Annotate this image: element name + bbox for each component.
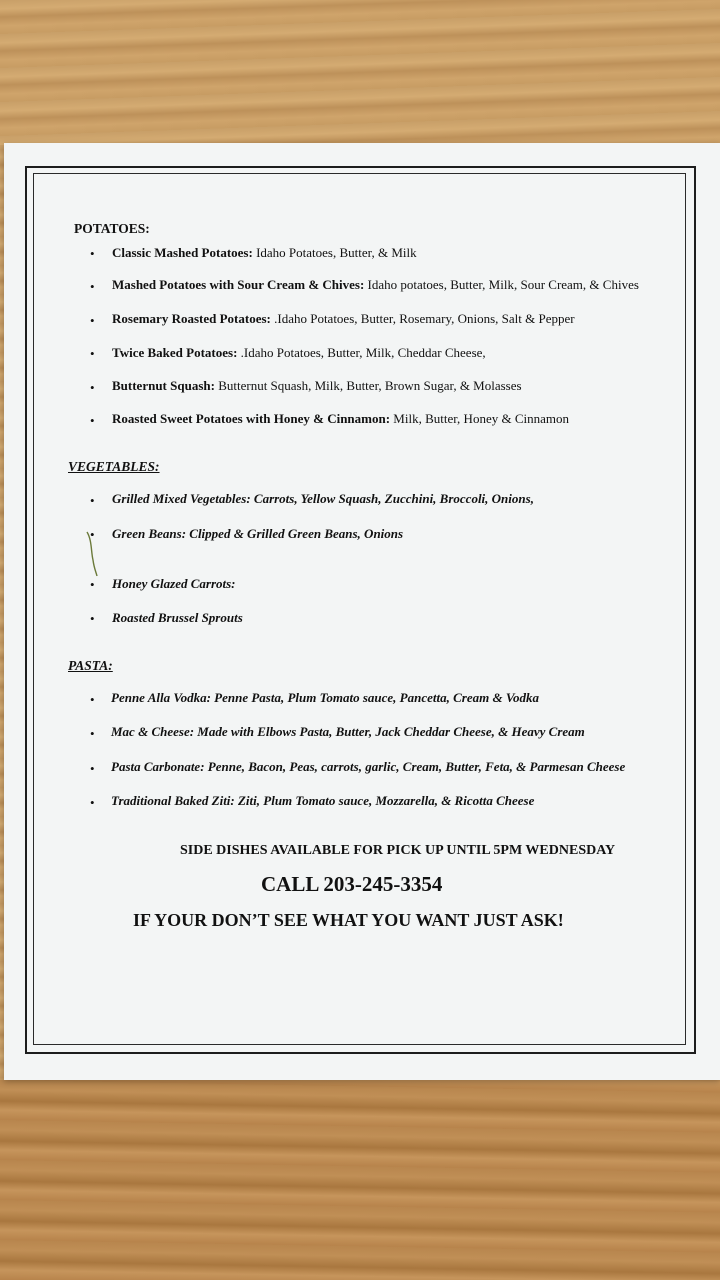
bullet-icon: •	[90, 413, 95, 428]
wood-table-bottom	[0, 1080, 720, 1280]
vegetable-item: Green Beans: Clipped & Grilled Green Beans, Onions	[112, 526, 404, 541]
ask-text: IF YOUR DON’T SEE WHAT YOU WANT JUST ASK!	[133, 910, 564, 930]
bullet-icon: •	[90, 795, 95, 810]
pickup-availability-text: SIDE DISHES AVAILABLE FOR PICK UP UNTIL 5PM WEDNESDAY	[180, 843, 616, 858]
bullet-icon: •	[90, 692, 95, 707]
potato-item-desc: Milk, Butter, Honey & Cinnamon	[390, 411, 569, 426]
pasta-item: Mac & Cheese: Made with Elbows Pasta, Butter, Jack Cheddar Cheese, & Heavy Cream	[111, 724, 585, 739]
potato-item-name: Roasted Sweet Potatoes with Honey & Cinnamon:	[112, 411, 391, 426]
potato-item-6	[112, 411, 569, 427]
bullet-icon: •	[90, 493, 95, 508]
pen-mark-icon	[84, 530, 98, 578]
pasta-item: Pasta Carbonate: Penne, Bacon, Peas, carrots, garlic, Cream, Butter, Feta, & Parmesan Cheese	[111, 759, 626, 774]
bullet-icon: •	[90, 726, 95, 741]
potato-item-4	[112, 345, 486, 361]
potato-item-name: Butternut Squash:	[112, 378, 215, 393]
pasta-item: Penne Alla Vodka: Penne Pasta, Plum Tomato sauce, Pancetta, Cream & Vodka	[111, 690, 540, 705]
potato-item-1	[112, 245, 417, 261]
potato-item-3	[112, 311, 575, 327]
pasta-item: Traditional Baked Ziti: Ziti, Plum Tomato sauce, Mozzarella, & Ricotta Cheese	[111, 793, 535, 808]
potato-item-5	[112, 378, 522, 394]
potato-item-desc: Idaho potatoes, Butter, Milk, Sour Cream, & Chives	[364, 277, 639, 292]
potato-item-name: Classic Mashed Potatoes:	[112, 245, 253, 260]
potato-item-desc: .Idaho Potatoes, Butter, Rosemary, Onions, Salt & Pepper	[270, 311, 575, 326]
bullet-icon: •	[90, 279, 95, 294]
potato-item-name: Mashed Potatoes with Sour Cream & Chives:	[112, 277, 365, 292]
potatoes-heading: POTATOES:	[74, 221, 150, 236]
potato-item-desc: Idaho Potatoes, Butter, & Milk	[252, 245, 417, 260]
vegetables-heading: VEGETABLES:	[68, 459, 160, 474]
potato-item-2	[112, 277, 639, 293]
vegetable-item: Roasted Brussel Sprouts	[112, 610, 243, 625]
vegetable-item: Grilled Mixed Vegetables: Carrots, Yellow Squash, Zucchini, Broccoli, Onions,	[112, 491, 534, 506]
pasta-heading: PASTA:	[68, 658, 113, 673]
bullet-icon: •	[90, 611, 95, 626]
potato-item-name: Twice Baked Potatoes:	[112, 345, 238, 360]
potato-item-desc: Butternut Squash, Milk, Butter, Brown Sugar, & Molasses	[214, 378, 522, 393]
bullet-icon: •	[90, 761, 95, 776]
wood-table-top	[0, 0, 720, 145]
bullet-icon: •	[90, 380, 95, 395]
bullet-icon: •	[90, 246, 95, 261]
bullet-icon: •	[90, 346, 95, 361]
potato-item-desc: .Idaho Potatoes, Butter, Milk, Cheddar Cheese,	[237, 345, 486, 360]
bullet-icon: •	[90, 577, 95, 592]
potato-item-name: Rosemary Roasted Potatoes:	[112, 311, 271, 326]
call-phone-text: CALL 203-245-3354	[261, 872, 443, 896]
vegetable-item: Honey Glazed Carrots:	[112, 576, 236, 591]
bullet-icon: •	[90, 313, 95, 328]
bullet-icon: •	[90, 527, 95, 542]
